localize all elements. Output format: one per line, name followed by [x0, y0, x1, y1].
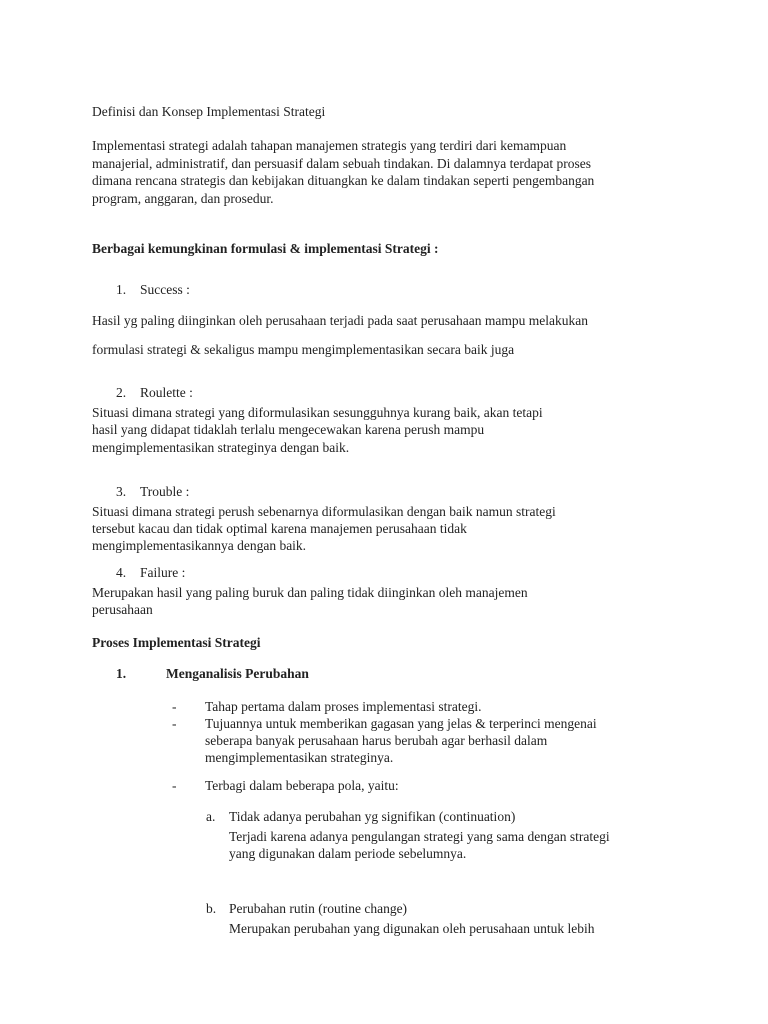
bullet-dash: - — [172, 778, 177, 793]
pattern-title-continuation: Tidak adanya perubahan yg signifikan (continuation) — [229, 809, 516, 824]
bullet-line: Tujuannya untuk memberikan gagasan yang jelas & terperinci mengenai — [205, 716, 597, 731]
list-number: 4. — [116, 565, 127, 580]
pattern-desc-line: Terjadi karena adanya pengulangan strategi yang sama dengan strategi — [229, 829, 610, 844]
process-number: 1. — [116, 666, 127, 681]
bullet-line: mengimplementasikan strateginya. — [205, 750, 394, 765]
intro-line: manajerial, administratif, dan persuasif dalam sebuah tindakan. Di dalamnya terdapat proses — [92, 156, 591, 171]
list-number: 1. — [116, 282, 127, 297]
pattern-title-routine-change: Perubahan rutin (routine change) — [229, 901, 408, 916]
outcome-desc-line: Situasi dimana strategi perush sebenarnya diformulasikan dengan baik namun strategi — [92, 504, 556, 519]
outcome-desc-line: mengimplementasikan strateginya dengan baik. — [92, 440, 350, 455]
outcome-label-failure: Failure : — [140, 565, 186, 580]
bullet-line: Terbagi dalam beberapa pola, yaitu: — [205, 778, 399, 793]
section-heading-formulation: Berbagai kemungkinan formulasi & implementasi Strategi : — [92, 241, 439, 256]
outcome-desc-line: mengimplementasikannya dengan baik. — [92, 538, 307, 553]
list-number: 3. — [116, 484, 127, 499]
outcome-label-trouble: Trouble : — [140, 484, 190, 499]
bullet-line: seberapa banyak perusahaan harus berubah agar berhasil dalam — [205, 733, 548, 748]
pattern-letter: a. — [206, 809, 216, 824]
bullet-line: Tahap pertama dalam proses implementasi strategi. — [205, 699, 482, 714]
intro-line: dimana rencana strategis dan kebijakan dituangkan ke dalam tindakan seperti pengembangan — [92, 173, 595, 188]
pattern-desc-line: Merupakan perubahan yang digunakan oleh perusahaan untuk lebih — [229, 921, 595, 936]
outcome-desc-line: Merupakan hasil yang paling buruk dan paling tidak diinginkan oleh manajemen — [92, 585, 528, 600]
bullet-dash: - — [172, 699, 177, 714]
document-title: Definisi dan Konsep Implementasi Strategi — [92, 104, 326, 119]
outcome-desc-line: perusahaan — [92, 602, 153, 617]
pattern-letter: b. — [206, 901, 217, 916]
list-number: 2. — [116, 385, 127, 400]
outcome-desc-line: tersebut kacau dan tidak optimal karena manajemen perusahaan tidak — [92, 521, 467, 536]
outcome-desc-line: hasil yang didapat tidaklah terlalu mengecewakan karena perush mampu — [92, 422, 485, 437]
outcome-label-success: Success : — [140, 282, 190, 297]
intro-line: program, anggaran, dan prosedur. — [92, 191, 274, 206]
pattern-desc-line: yang digunakan dalam periode sebelumnya. — [229, 846, 467, 861]
outcome-desc-line: Hasil yg paling diinginkan oleh perusahaan terjadi pada saat perusahaan mampu melakukan — [92, 313, 588, 328]
outcome-desc-line: Situasi dimana strategi yang diformulasikan sesungguhnya kurang baik, akan tetapi — [92, 405, 543, 420]
intro-line: Implementasi strategi adalah tahapan manajemen strategis yang terdiri dari kemampuan — [92, 138, 567, 153]
process-title: Menganalisis Perubahan — [166, 666, 309, 681]
bullet-dash: - — [172, 716, 177, 731]
section-heading-process: Proses Implementasi Strategi — [92, 635, 261, 650]
outcome-desc-line: formulasi strategi & sekaligus mampu mengimplementasikan secara baik juga — [92, 342, 515, 357]
outcome-label-roulette: Roulette : — [140, 385, 193, 400]
